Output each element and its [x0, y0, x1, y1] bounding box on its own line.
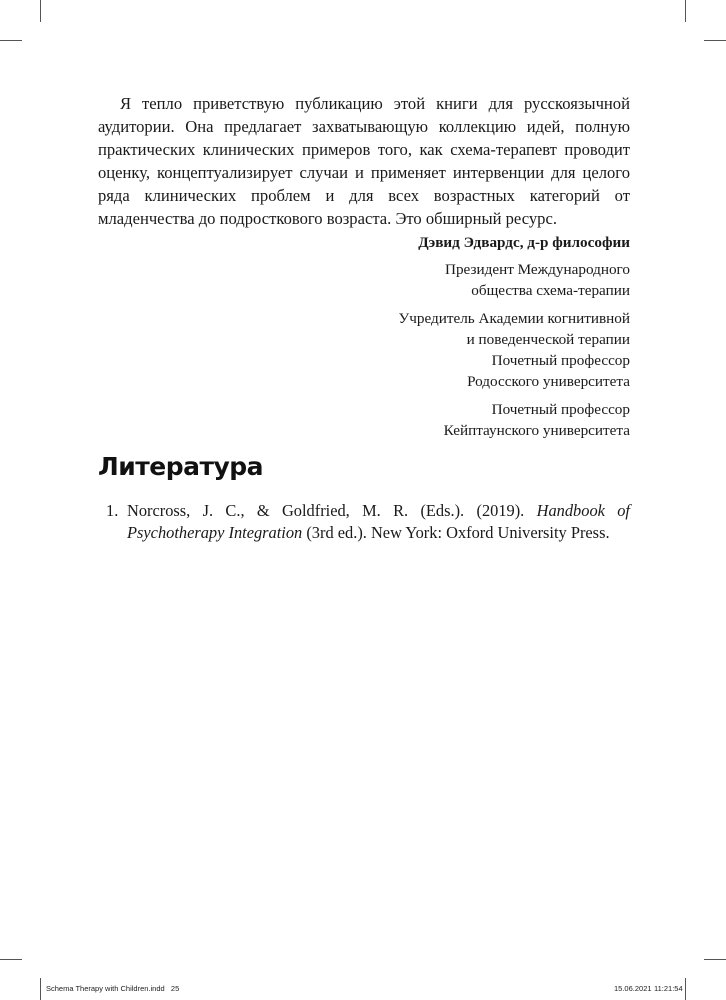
slug-time: 11:21:54 — [654, 984, 683, 993]
page-body — [98, 92, 630, 448]
slug-date: 15.06.2021 — [614, 984, 652, 993]
crop-mark — [704, 959, 726, 960]
signature-role-line: и поведенческой терапии — [466, 331, 630, 348]
signature-role-group — [98, 259, 630, 301]
signature-role-line: Президент Международного — [444, 261, 630, 278]
crop-mark — [40, 978, 41, 1000]
slug-file: Schema Therapy with Children.indd 25 — [46, 984, 180, 993]
reference-title: Handbook of Psychotherapy Integration — [127, 501, 630, 542]
signature-role-line: Учредитель Академии когнитивной — [398, 310, 630, 327]
quote-paragraph: Я тепло приветствую публикацию этой книги для русскоязычной аудитории. Она предлагает захватывающую коллекцию идей, полную практических клинических примеров того, как схема-терапевт проводит оценку, концептуализирует случаи и применяет интервенции для целого ряда клинических проблем и для всех возрастных категорий от младенчества до подросткового возраста. Это обширный ресурс. — [98, 94, 630, 228]
reference-details: (3rd ed.). New York: Oxford University Press. — [302, 523, 610, 542]
reference-item — [98, 500, 630, 544]
references-heading: Литература — [98, 452, 264, 481]
crop-mark — [704, 40, 726, 41]
signature-role-group — [98, 308, 630, 392]
signature-role-line: общества схема-терапии — [471, 282, 630, 299]
crop-mark — [0, 40, 22, 41]
crop-mark — [0, 959, 22, 960]
crop-mark — [685, 978, 686, 1000]
signature-role-line: Кейптаунского университета — [443, 422, 630, 439]
signature-role-line: Почетный профессор — [491, 352, 630, 369]
crop-mark — [685, 0, 686, 22]
signature-role-line: Почетный профессор — [491, 401, 630, 418]
reference-authors: Norcross, J. C., & Goldfried, M. R. (Eds.). (2019). — [127, 501, 537, 520]
crop-mark — [40, 0, 41, 22]
references-list — [98, 500, 630, 544]
reference-number: 1. — [106, 501, 119, 520]
signature-block — [98, 232, 630, 441]
signature-role-line: Родосского университета — [467, 373, 630, 390]
signature-name: Дэвид Эдвардс, д-р философии — [418, 234, 630, 251]
signature-role-group — [98, 399, 630, 441]
